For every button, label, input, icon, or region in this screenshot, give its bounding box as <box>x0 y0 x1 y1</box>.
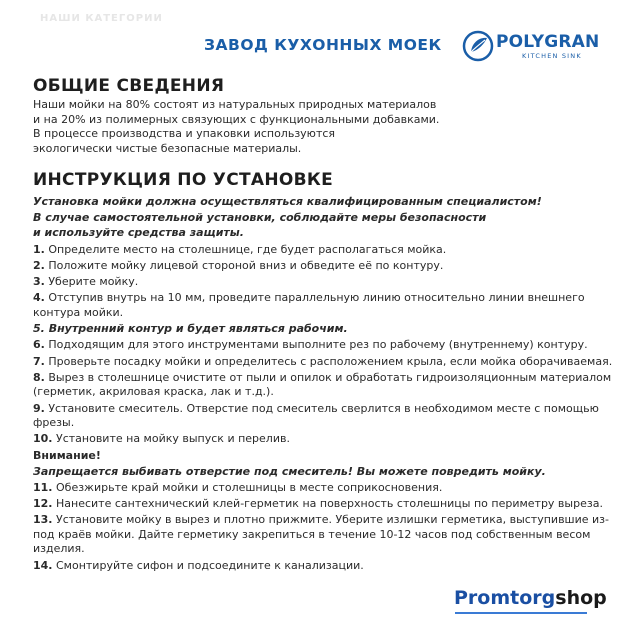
general-text <box>33 98 618 156</box>
step-number: 2. <box>33 259 45 273</box>
step-number: 6. <box>33 338 45 352</box>
step-item <box>33 497 618 512</box>
step-number: 7. <box>33 354 45 368</box>
general-line: и на 20% из полимерных связующих с функциональными добавками. <box>33 112 440 126</box>
step-item <box>33 355 618 370</box>
step-text: Определите место на столешнице, где будет располагаться мойка. <box>48 242 447 256</box>
step-text: Вырез в столешнице очистите от пыли и опилок и обработать гидроизоляционным материалом (герметик, акриловая краска, лак и т.д.). <box>33 370 612 399</box>
step-item <box>33 259 618 274</box>
steps-list-a <box>33 243 618 447</box>
step-item <box>33 322 618 337</box>
step-item <box>33 402 618 431</box>
step-text: Установите смеситель. Отверстие под смеситель сверлится в необходимом месте с помощью фрезы. <box>33 401 599 430</box>
step-number: 3. <box>33 275 45 289</box>
general-line: В процессе производства и упаковки используются <box>33 127 336 141</box>
step-item <box>33 371 618 400</box>
step-number: 14. <box>33 558 53 572</box>
step-item <box>33 275 618 290</box>
step-number: 4. <box>33 291 45 305</box>
logo-underline <box>455 612 587 614</box>
step-number: 8. <box>33 370 45 384</box>
step-number: 11. <box>33 480 53 494</box>
step-item <box>33 513 618 557</box>
step-item <box>33 432 618 447</box>
polygran-leaf-icon <box>462 30 494 62</box>
general-heading: ОБЩИЕ СВЕДЕНИЯ <box>33 76 225 96</box>
step-text: Подходящим для этого инструментами выполните рез по рабочему (внутреннему) контуру. <box>48 338 588 352</box>
install-heading: ИНСТРУКЦИЯ ПО УСТАНОВКЕ <box>33 170 333 191</box>
step-text: Внутренний контур и будет являться рабочим. <box>48 322 348 336</box>
step-text: Установите мойку в вырез и плотно прижмите. Уберите излишки герметика, выступившие из-под краёв мойки. Дайте герметику закрепиться в течение 10-12 часов под собственным весом изделия. <box>33 513 609 556</box>
step-text: Уберите мойку. <box>48 275 139 289</box>
promtorgshop-logo <box>454 587 607 609</box>
watermark-text: НАШИ КАТЕГОРИИ <box>40 13 163 24</box>
attention-note: Запрещается выбивать отверстие под смеситель! Вы можете повредить мойку. <box>33 464 546 478</box>
step-text: Смонтируйте сифон и подсоедините к канализации. <box>56 558 364 572</box>
step-number: 10. <box>33 432 53 446</box>
step-item <box>33 243 618 258</box>
step-text: Нанесите сантехнический клей-герметик на поверхность столешницы по периметру выреза. <box>56 497 603 511</box>
brand-subtitle: KITCHEN SINK <box>522 52 582 60</box>
header <box>0 0 641 72</box>
step-number: 9. <box>33 401 45 415</box>
step-item <box>33 338 618 353</box>
document-body <box>33 76 618 575</box>
step-number: 5. <box>33 322 45 336</box>
steps-list-b <box>33 481 618 573</box>
general-line: Наши мойки на 80% состоят из натуральных природных материалов <box>33 98 437 111</box>
step-text: Положите мойку лицевой стороной вниз и обведите её по контуру. <box>48 259 444 273</box>
step-number: 1. <box>33 242 45 256</box>
warning-line: и используйте средства защиты. <box>33 226 244 240</box>
step-text: Установите на мойку выпуск и перелив. <box>56 432 290 446</box>
step-item <box>33 559 618 574</box>
step-text: Обезжирьте край мойки и столешницы в месте соприкосновения. <box>56 480 443 494</box>
step-text: Проверьте посадку мойки и определитесь с расположением крыла, если мойка оборачиваемая. <box>48 354 613 368</box>
safety-warning <box>33 194 618 241</box>
warning-line: Установка мойки должна осуществляться квалифицированным специалистом! <box>33 195 542 209</box>
brand-name: POLYGRAN <box>496 32 600 52</box>
brand-part-shop: shop <box>555 587 607 609</box>
polygran-logo <box>462 30 602 64</box>
step-text: Отступив внутрь на 10 мм, проведите параллельную линию относительно линии внешнего контура мойки. <box>33 291 585 320</box>
general-line: экологически чистые безопасные материалы. <box>33 141 302 155</box>
brand-part-promtorg: Promtorg <box>454 587 556 609</box>
step-item <box>33 291 618 320</box>
attention-label: Внимание! <box>33 448 101 462</box>
step-number: 12. <box>33 497 53 511</box>
step-number: 13. <box>33 513 53 527</box>
warning-line: В случае самостоятельной установки, соблюдайте меры безопасности <box>33 210 487 224</box>
factory-title: ЗАВОД КУХОННЫХ МОЕК <box>204 36 442 54</box>
step-item <box>33 481 618 496</box>
